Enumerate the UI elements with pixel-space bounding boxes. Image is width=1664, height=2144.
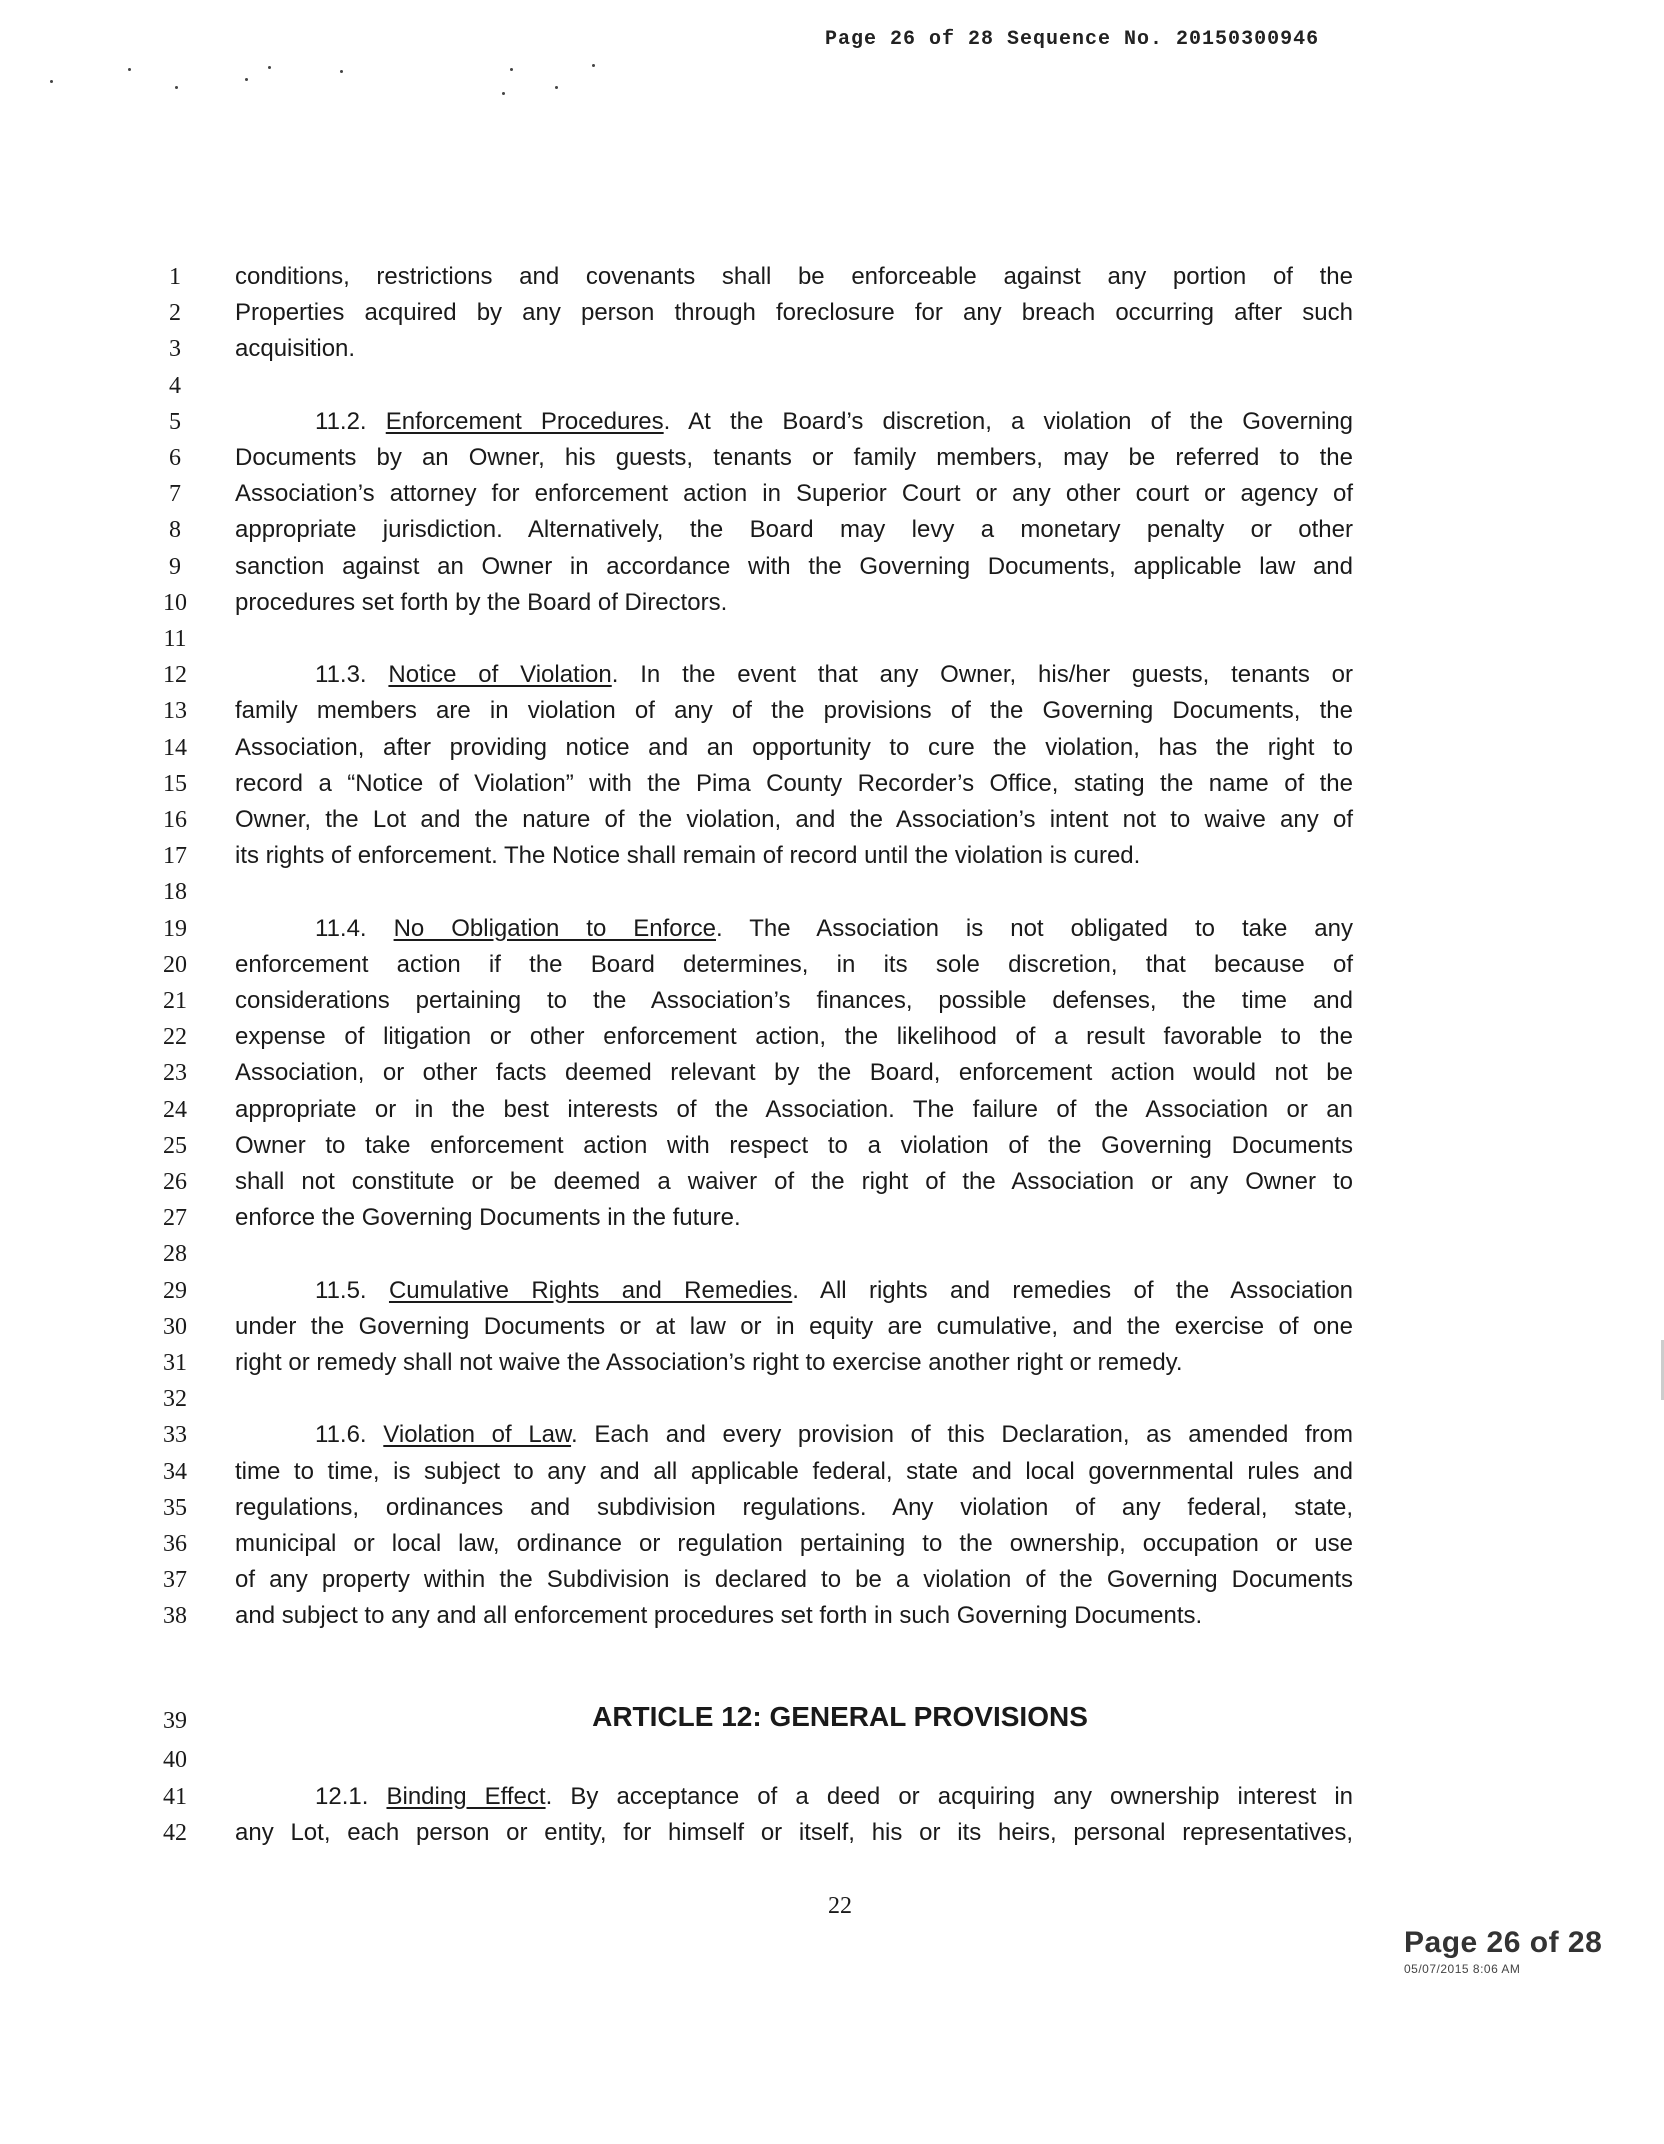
line-text — [235, 841, 1353, 871]
line-text — [315, 1420, 1353, 1450]
line-number: 11 — [163, 626, 187, 652]
text-run: shall not constitute or be deemed a waiver of the right of the Association or any Owner to — [235, 1168, 1353, 1195]
line-number: 1 — [169, 264, 181, 290]
section-heading: Notice of Violation — [388, 661, 612, 689]
text-run: . All rights and remedies of the Association — [792, 1276, 1354, 1304]
line-number: 29 — [163, 1277, 187, 1304]
stamp-page-count: Page 26 of 28 — [1404, 1926, 1603, 1959]
line-text — [235, 588, 1353, 618]
line-text — [315, 407, 1353, 437]
text-run: conditions, restrictions and covenants shall be enforceable against any portion of the — [235, 263, 1353, 290]
article-heading: ARTICLE 12: GENERAL PROVISIONS — [592, 1701, 1088, 1732]
text-run: Owner to take enforcement action with respect to a violation of the Governing Documents — [235, 1131, 1353, 1159]
line-text — [235, 950, 1353, 980]
line-number: 15 — [163, 770, 187, 797]
text-run: . In the event that any Owner, his/her guests, tenants or — [611, 661, 1353, 689]
text-run: 11.3. — [315, 661, 389, 689]
line-text — [235, 552, 1353, 582]
line-text — [235, 1167, 1353, 1197]
line-number: 17 — [163, 843, 187, 870]
line-text — [235, 1058, 1353, 1088]
text-run: . By acceptance of a deed or acquiring any ownership interest in — [545, 1782, 1354, 1810]
line-number: 16 — [163, 807, 187, 833]
text-run: record a “Notice of Violation” with the Pima County Recorder’s Office, stating the name of the — [235, 769, 1353, 797]
text-run: Association, after providing notice and an opportunity to cure the violation, has the right to — [235, 733, 1353, 761]
line-text — [235, 298, 1353, 328]
line-text — [235, 1529, 1353, 1559]
line-text — [235, 515, 1353, 545]
line-text — [235, 1348, 1353, 1378]
line-text — [235, 696, 1353, 726]
line-text — [235, 986, 1353, 1016]
line-text — [235, 1457, 1353, 1487]
stamp-date: 05/07/2015 8:06 AM — [1404, 1962, 1521, 1976]
text-run: time to time, is subject to any and all applicable federal, state and local governmental rules and — [235, 1457, 1353, 1485]
text-run: family members are in violation of any of the provisions of the Governing Documents, the — [235, 697, 1353, 725]
line-number: 12 — [163, 662, 187, 689]
text-run: enforce the Governing Documents in the future. — [235, 1204, 741, 1232]
line-number: 23 — [163, 1060, 187, 1087]
text-run: sanction against an Owner in accordance with the Governing Documents, applicable law and — [235, 552, 1353, 580]
line-text — [315, 1276, 1353, 1306]
line-number: 35 — [163, 1494, 187, 1521]
line-number: 5 — [169, 408, 181, 435]
line-number: 41 — [163, 1783, 187, 1810]
line-number: 10 — [163, 589, 187, 616]
line-number: 37 — [163, 1567, 187, 1594]
text-run: right or remedy shall not waive the Association’s right to exercise another right or remedy. — [235, 1349, 1183, 1376]
text-run: and subject to any and all enforcement procedures set forth in such Governing Documents. — [235, 1602, 1203, 1630]
line-number: 19 — [163, 915, 187, 942]
line-number: 26 — [163, 1169, 187, 1195]
line-number: 3 — [169, 336, 181, 363]
line-number: 42 — [163, 1820, 187, 1846]
line-text — [235, 1095, 1353, 1125]
text-run: considerations pertaining to the Association’s finances, possible defenses, the time and — [235, 987, 1353, 1014]
line-number: 32 — [163, 1386, 187, 1413]
section-heading: Enforcement Procedures — [385, 407, 664, 435]
line-number: 33 — [163, 1422, 187, 1449]
text-run: . The Association is not obligated to take any — [716, 914, 1354, 942]
line-number: 31 — [163, 1350, 187, 1376]
line-number: 30 — [163, 1313, 187, 1340]
recording-header: Page 26 of 28 Sequence No. 20150300946 — [825, 28, 1320, 51]
line-number: 22 — [163, 1024, 187, 1051]
text-run: its rights of enforcement. The Notice shall remain of record until the violation is cured. — [235, 842, 1141, 870]
line-text — [235, 1312, 1353, 1342]
line-number: 25 — [163, 1132, 187, 1159]
recorder-stamp — [1404, 1926, 1602, 1976]
line-number: 21 — [163, 988, 187, 1014]
text-run: 12.1. — [315, 1782, 387, 1810]
line-number: 28 — [163, 1241, 187, 1268]
line-number: 4 — [169, 372, 181, 399]
line-text — [235, 334, 1353, 364]
line-number: 34 — [163, 1458, 187, 1485]
line-text — [235, 479, 1353, 509]
section-heading: Binding Effect — [386, 1782, 546, 1810]
text-run: . At the Board’s discretion, a violation of the Governing — [663, 407, 1354, 435]
line-text — [235, 769, 1353, 799]
line-number: 9 — [169, 553, 181, 580]
text-run: appropriate or in the best interests of the Association. The failure of the Association or an — [235, 1095, 1353, 1123]
section-heading: Cumulative Rights and Remedies — [388, 1276, 793, 1304]
text-run: regulations, ordinances and subdivision regulations. Any violation of any federal, state, — [235, 1493, 1353, 1521]
line-text — [235, 1493, 1353, 1523]
line-number: 20 — [163, 951, 187, 978]
page-number: 22 — [828, 1893, 852, 1919]
line-number: 27 — [163, 1205, 187, 1232]
section-heading: No Obligation to Enforce — [393, 914, 716, 942]
line-text — [235, 733, 1353, 763]
line-number: 14 — [163, 734, 187, 761]
section-heading: Violation of Law — [383, 1421, 572, 1449]
line-number: 18 — [163, 879, 187, 906]
line-text — [235, 1565, 1353, 1595]
text-run: 11.6. — [315, 1421, 384, 1449]
text-run: Properties acquired by any person through foreclosure for any breach occurring after such — [235, 299, 1353, 327]
line-number: 36 — [163, 1531, 187, 1557]
text-run: municipal or local law, ordinance or regulation pertaining to the ownership, occupation or use — [235, 1530, 1353, 1557]
line-text — [235, 1601, 1353, 1631]
line-text — [235, 1131, 1353, 1161]
line-number: 2 — [169, 300, 181, 327]
text-run: enforcement action if the Board determines, in its sole discretion, that because of — [235, 950, 1353, 978]
line-number: 13 — [163, 698, 187, 725]
line-text — [315, 914, 1353, 944]
text-run: expense of litigation or other enforcement action, the likelihood of a result favorable to the — [235, 1023, 1353, 1051]
text-run: under the Governing Documents or at law or in equity are cumulative, and the exercise of one — [235, 1312, 1353, 1340]
line-text — [235, 1022, 1353, 1052]
line-number: 7 — [169, 481, 181, 508]
line-text — [235, 1203, 1353, 1233]
line-text — [235, 443, 1353, 473]
line-number: 38 — [163, 1603, 187, 1630]
text-run: of any property within the Subdivision is declared to be a violation of the Governing Documents — [235, 1566, 1353, 1594]
line-number: 39 — [163, 1708, 187, 1734]
line-number: 40 — [163, 1747, 187, 1773]
line-text — [235, 805, 1353, 835]
text-run: 11.2. — [315, 407, 386, 435]
text-run: Association, or other facts deemed relevant by the Board, enforcement action would not be — [235, 1059, 1353, 1087]
text-run: Documents by an Owner, his guests, tenants or family members, may be referred to the — [235, 444, 1353, 471]
line-text — [235, 262, 1353, 292]
line-text — [315, 1782, 1353, 1812]
text-run: Owner, the Lot and the nature of the violation, and the Association’s intent not to waive any of — [235, 806, 1353, 833]
text-run: . Each and every provision of this Declaration, as amended from — [571, 1421, 1354, 1449]
line-number: 6 — [169, 445, 181, 471]
line-text — [315, 660, 1353, 690]
text-run: any Lot, each person or entity, for himself or itself, his or its heirs, personal representatives, — [235, 1819, 1353, 1846]
text-run: 11.4. — [315, 914, 394, 942]
text-run: 11.5. — [315, 1276, 389, 1304]
line-number: 8 — [169, 517, 181, 544]
line-number: 24 — [163, 1096, 187, 1123]
text-run: appropriate jurisdiction. Alternatively, the Board may levy a monetary penalty or other — [235, 516, 1353, 544]
text-run: Association’s attorney for enforcement action in Superior Court or any other court or agency of — [235, 480, 1353, 508]
text-run: procedures set forth by the Board of Directors. — [235, 588, 728, 616]
text-run: acquisition. — [235, 335, 356, 363]
line-text — [235, 1818, 1353, 1848]
